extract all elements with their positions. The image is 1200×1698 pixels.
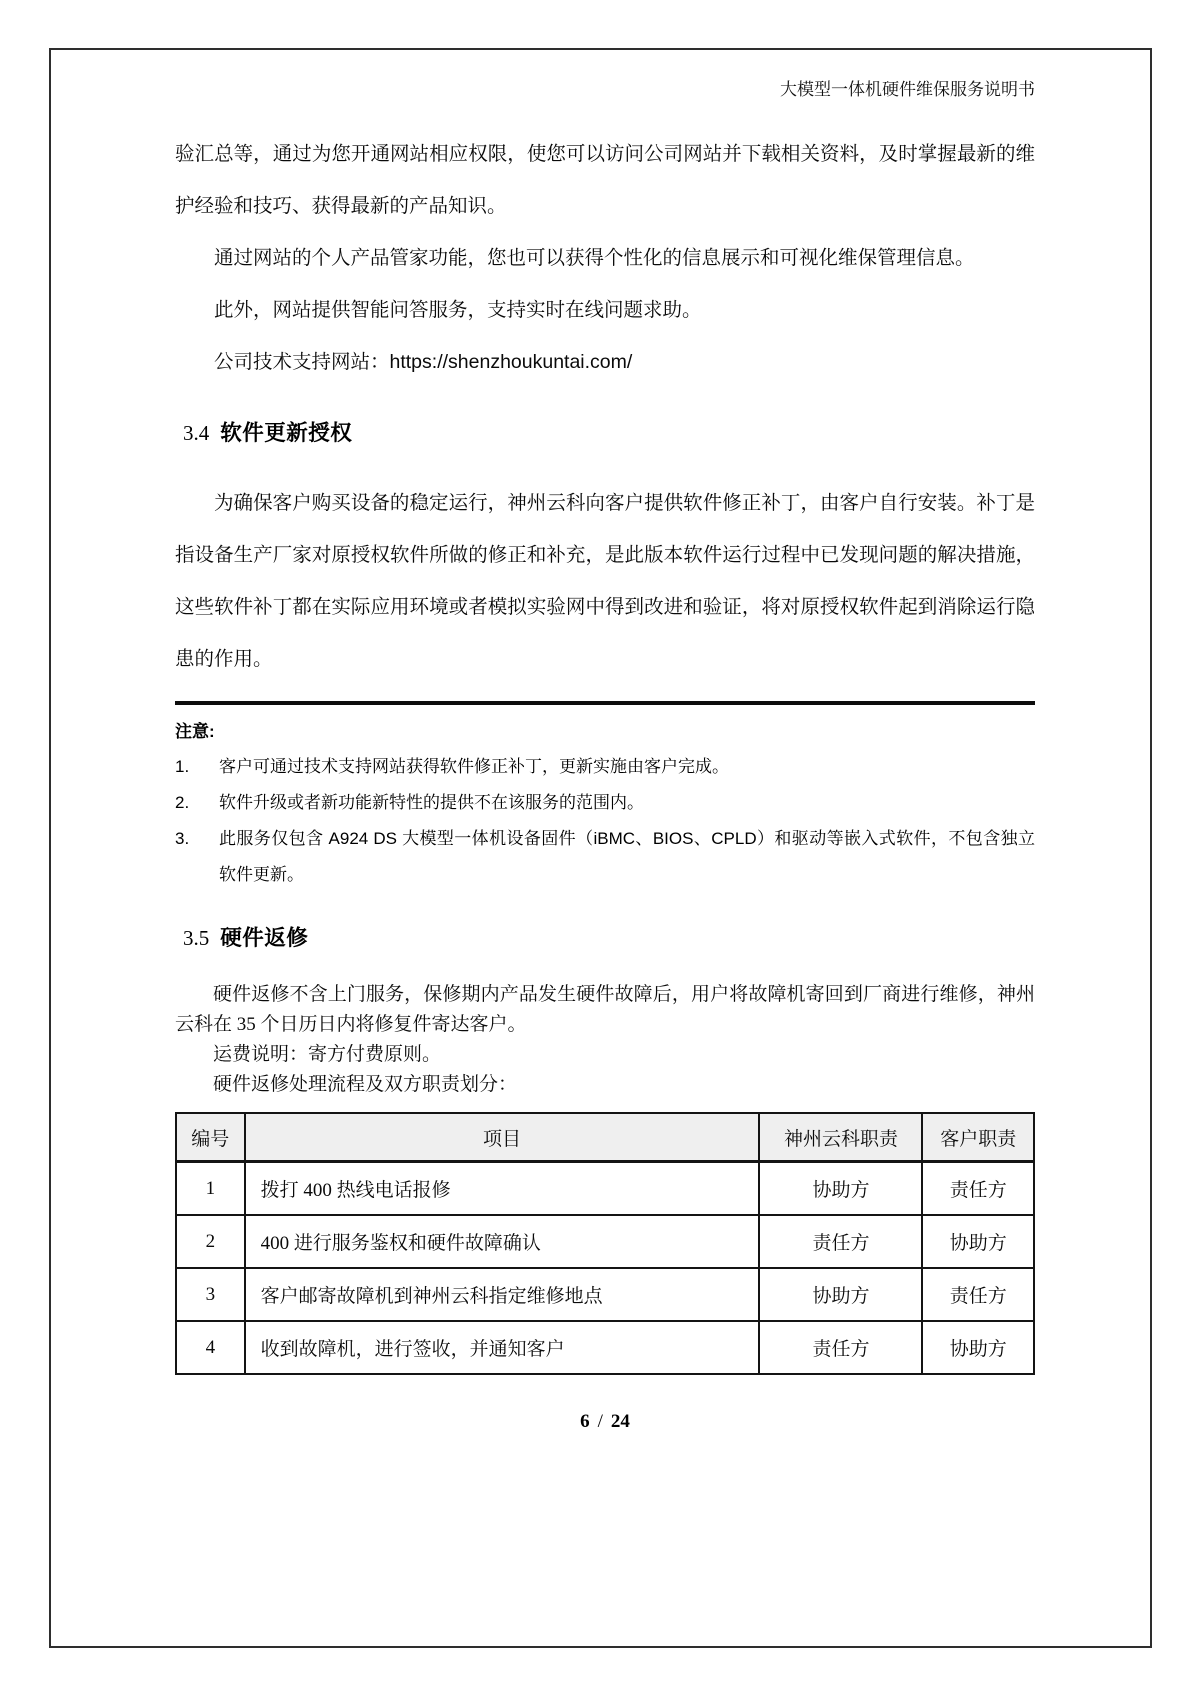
cell-customer-duty: 协助方: [922, 1321, 1034, 1374]
list-item: [175, 785, 1035, 821]
list-item-number: 2.: [175, 793, 190, 812]
cell-number: 1: [176, 1162, 245, 1216]
total-pages: 24: [610, 1411, 630, 1432]
document-page: [49, 48, 1152, 1648]
note-list: [175, 749, 1035, 893]
list-item-number: 3.: [175, 829, 190, 848]
table-body: [176, 1162, 1034, 1375]
section-number: 3.5: [183, 926, 210, 950]
note-title: 注意:: [175, 722, 215, 741]
section-title: 软件更新授权: [220, 421, 353, 445]
cell-customer-duty: 责任方: [922, 1162, 1034, 1216]
section-heading-3-4: [183, 416, 1035, 447]
table-row: [176, 1321, 1034, 1374]
paragraph: 验汇总等，通过为您开通网站相应权限，使您可以访问公司网站并下载相关资料，及时掌握最新的维护经验和技巧、获得最新的产品知识。: [175, 143, 1035, 217]
cell-number: 2: [176, 1215, 245, 1268]
table-row: [176, 1268, 1034, 1321]
current-page: 6: [580, 1411, 590, 1432]
cell-vendor-duty: 协助方: [759, 1162, 922, 1216]
section-3-5-body: [175, 980, 1035, 1100]
section-number: 3.4: [183, 421, 210, 445]
list-item-number: 1.: [175, 757, 190, 776]
support-website-line: 公司技术支持网站：https://shenzhoukuntai.com/: [214, 351, 633, 373]
cell-number: 3: [176, 1268, 245, 1321]
cell-vendor-duty: 协助方: [759, 1268, 922, 1321]
cell-vendor-duty: 责任方: [759, 1321, 922, 1374]
document-header-title: 大模型一体机硬件维保服务说明书: [780, 80, 1035, 99]
paragraph: 为确保客户购买设备的稳定运行，神州云科向客户提供软件修正补丁，由客户自行安装。补丁是指设备生产厂家对原授权软件所做的修正和补充，是此版本软件运行过程中已发现问题的解决措施，这些软件补丁都在实际应用环境或者模拟实验网中得到改进和验证，将对原授权软件起到消除运行隐患的作用。: [175, 492, 1035, 670]
cell-item: 400 进行服务鉴权和硬件故障确认: [245, 1215, 760, 1268]
list-item-text: 此服务仅包含 A924 DS 大模型一体机设备固件（iBMC、BIOS、CPLD）和驱动等嵌入式软件，不包含独立软件更新。: [219, 829, 1035, 884]
table-header: [176, 1113, 1034, 1162]
cell-item: 拨打 400 热线电话报修: [245, 1162, 760, 1216]
cell-customer-duty: 协助方: [922, 1215, 1034, 1268]
list-item: [175, 821, 1035, 893]
cell-item: 收到故障机，进行签收，并通知客户: [245, 1321, 760, 1374]
column-header: 编号: [176, 1113, 245, 1162]
cell-number: 4: [176, 1321, 245, 1374]
paragraph: 此外，网站提供智能问答服务，支持实时在线问题求助。: [214, 299, 702, 321]
table-row: [176, 1215, 1034, 1268]
section-3-4-body: [175, 477, 1035, 685]
intro-paragraphs: [175, 128, 1035, 388]
column-header: 项目: [245, 1113, 760, 1162]
cell-vendor-duty: 责任方: [759, 1215, 922, 1268]
list-item-text: 客户可通过技术支持网站获得软件修正补丁，更新实施由客户完成。: [219, 757, 729, 776]
paragraph: 硬件返修处理流程及双方职责划分：: [213, 1074, 518, 1095]
section-heading-3-5: [183, 921, 1035, 952]
page-separator: /: [597, 1411, 603, 1432]
table-row: [176, 1162, 1034, 1216]
table-header-row: [176, 1113, 1034, 1162]
list-item-text: 软件升级或者新功能新特性的提供不在该服务的范围内。: [219, 793, 644, 812]
list-item: [175, 749, 1035, 785]
column-header: 客户职责: [922, 1113, 1034, 1162]
cell-item: 客户邮寄故障机到神州云科指定维修地点: [245, 1268, 760, 1321]
column-header: 神州云科职责: [759, 1113, 922, 1162]
paragraph: 运费说明：寄方付费原则。: [213, 1044, 442, 1065]
paragraph: 通过网站的个人产品管家功能，您也可以获得个性化的信息展示和可视化维保管理信息。: [214, 247, 975, 269]
section-title: 硬件返修: [220, 926, 309, 950]
page-number-footer: [175, 1411, 1035, 1433]
paragraph: 硬件返修不含上门服务，保修期内产品发生硬件故障后，用户将故障机寄回到厂商进行维修，神州云科在 35 个日历日内将修复件寄达客户。: [175, 984, 1035, 1035]
note-divider-rule: [175, 701, 1035, 705]
cell-customer-duty: 责任方: [922, 1268, 1034, 1321]
repair-responsibility-table: [175, 1112, 1035, 1375]
